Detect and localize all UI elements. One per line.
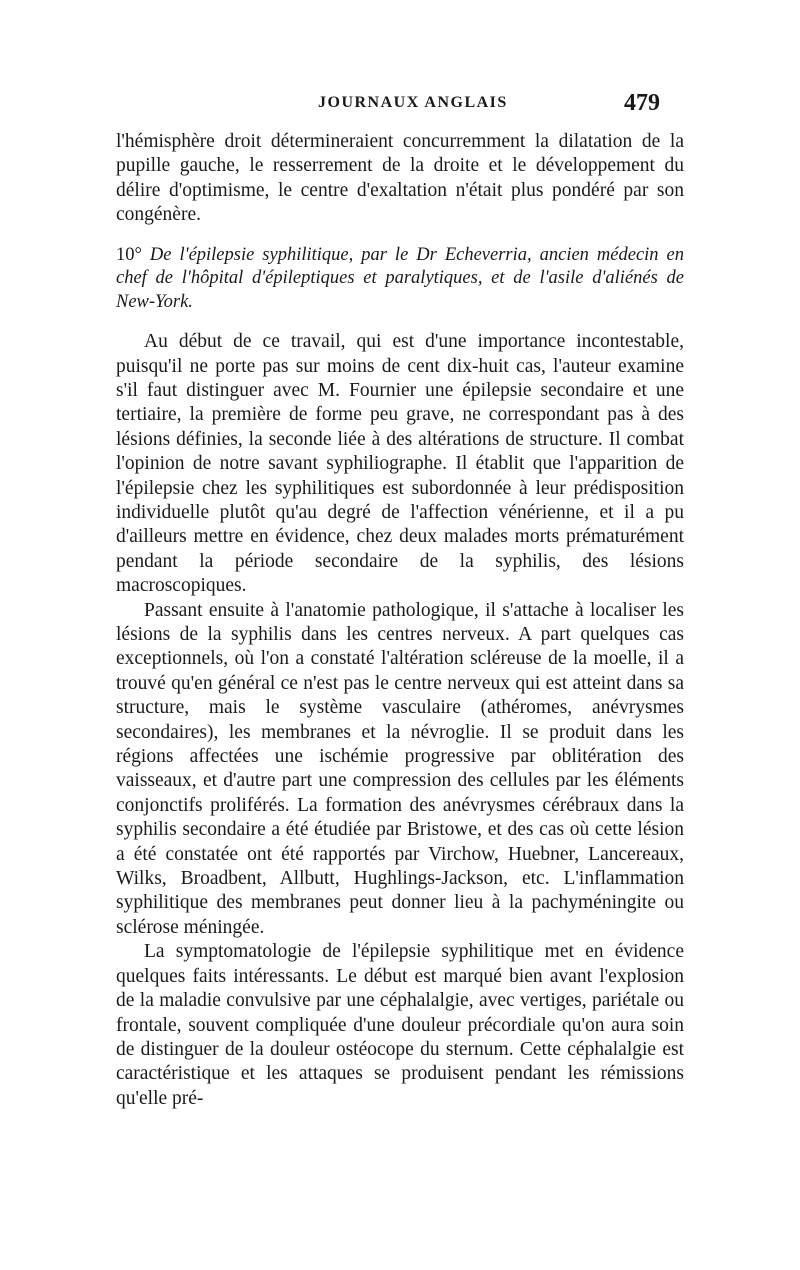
paragraph: Au début de ce travail, qui est d'une importance incontestable, puisqu'il ne porte pas sur moins de cent dix-huit cas, l'auteur examine s'il faut distinguer avec M. Fournier une épilepsie secondaire et une tertiaire, la première de forme peu grave, ne correspondant pas à des lésions définies, la seconde liée à des altérations de structure. Il combat l'opinion de notre savant syphiliographe. Il établit que l'apparition de l'épilepsie chez les syphilitiques est subordonnée à leur prédisposition individuelle plutôt qu'au degré de l'affection vénérienne, et il a pu d'ailleurs mettre en évidence, chez deux malades morts prématurément pendant la période secondaire de la syphilis, des lésions macroscopiques. — [116, 331, 684, 597]
running-header — [0, 92, 800, 122]
body-text — [116, 130, 684, 1111]
paragraph: La symptomatologie de l'épilepsie syphilitique met en évidence quelques faits intéressants. Le début est marqué bien avant l'explosion de la maladie convulsive par une céphalalgie, avec vertiges, pariétale ou frontale, souvent compliquée d'une douleur précordiale qu'on aura soin de distinguer de la douleur ostéocope du sternum. Cette céphalalgie est caractéristique et les attaques se produisent pendant les rémissions qu'elle pré- — [116, 941, 684, 1109]
section-heading — [116, 244, 684, 315]
page-number: 479 — [624, 90, 660, 116]
section-number: 10° — [116, 244, 142, 265]
section-title: De l'épilepsie syphilitique, par le Dr Echeverria, ancien médecin en chef de l'hôpital d'épileptiques et paralytiques, et de l'asile d'aliénés de New-York. — [116, 244, 685, 312]
running-title: JOURNAUX ANGLAIS — [318, 94, 508, 111]
paragraph: Passant ensuite à l'anatomie pathologique, il s'attache à localiser les lésions de la syphilis dans les centres nerveux. A part quelques cas exceptionnels, où l'on a constaté l'altération scléreuse de la moelle, il a trouvé qu'en général ce n'est pas le centre nerveux qui est atteint dans sa structure, mais le système vasculaire (athéromes, anévrysmes secondaires), les membranes et la névroglie. Il se produit dans les régions affectées une ischémie progressive par oblitération des vaisseaux, et d'autre part une compression des cellules par les éléments conjonctifs proliférés. La formation des anévrysmes cérébraux dans la syphilis secondaire a été étudiée par Bristowe, et des cas où cette lésion a été constatée ont été rapportés par Virchow, Huebner, Lancereaux, Wilks, Broadbent, Allbutt, Hughlings-Jackson, etc. L'inflammation syphilitique des membranes peut donner lieu à la pachyméningite ou sclérose méningée. — [116, 599, 684, 938]
paragraph-continued: l'hémisphère droit détermineraient concurremment la dilatation de la pupille gauche, le resserrement de la droite et le développement du délire d'optimisme, le centre d'exaltation n'était plus pondéré par son congénère. — [116, 131, 684, 226]
